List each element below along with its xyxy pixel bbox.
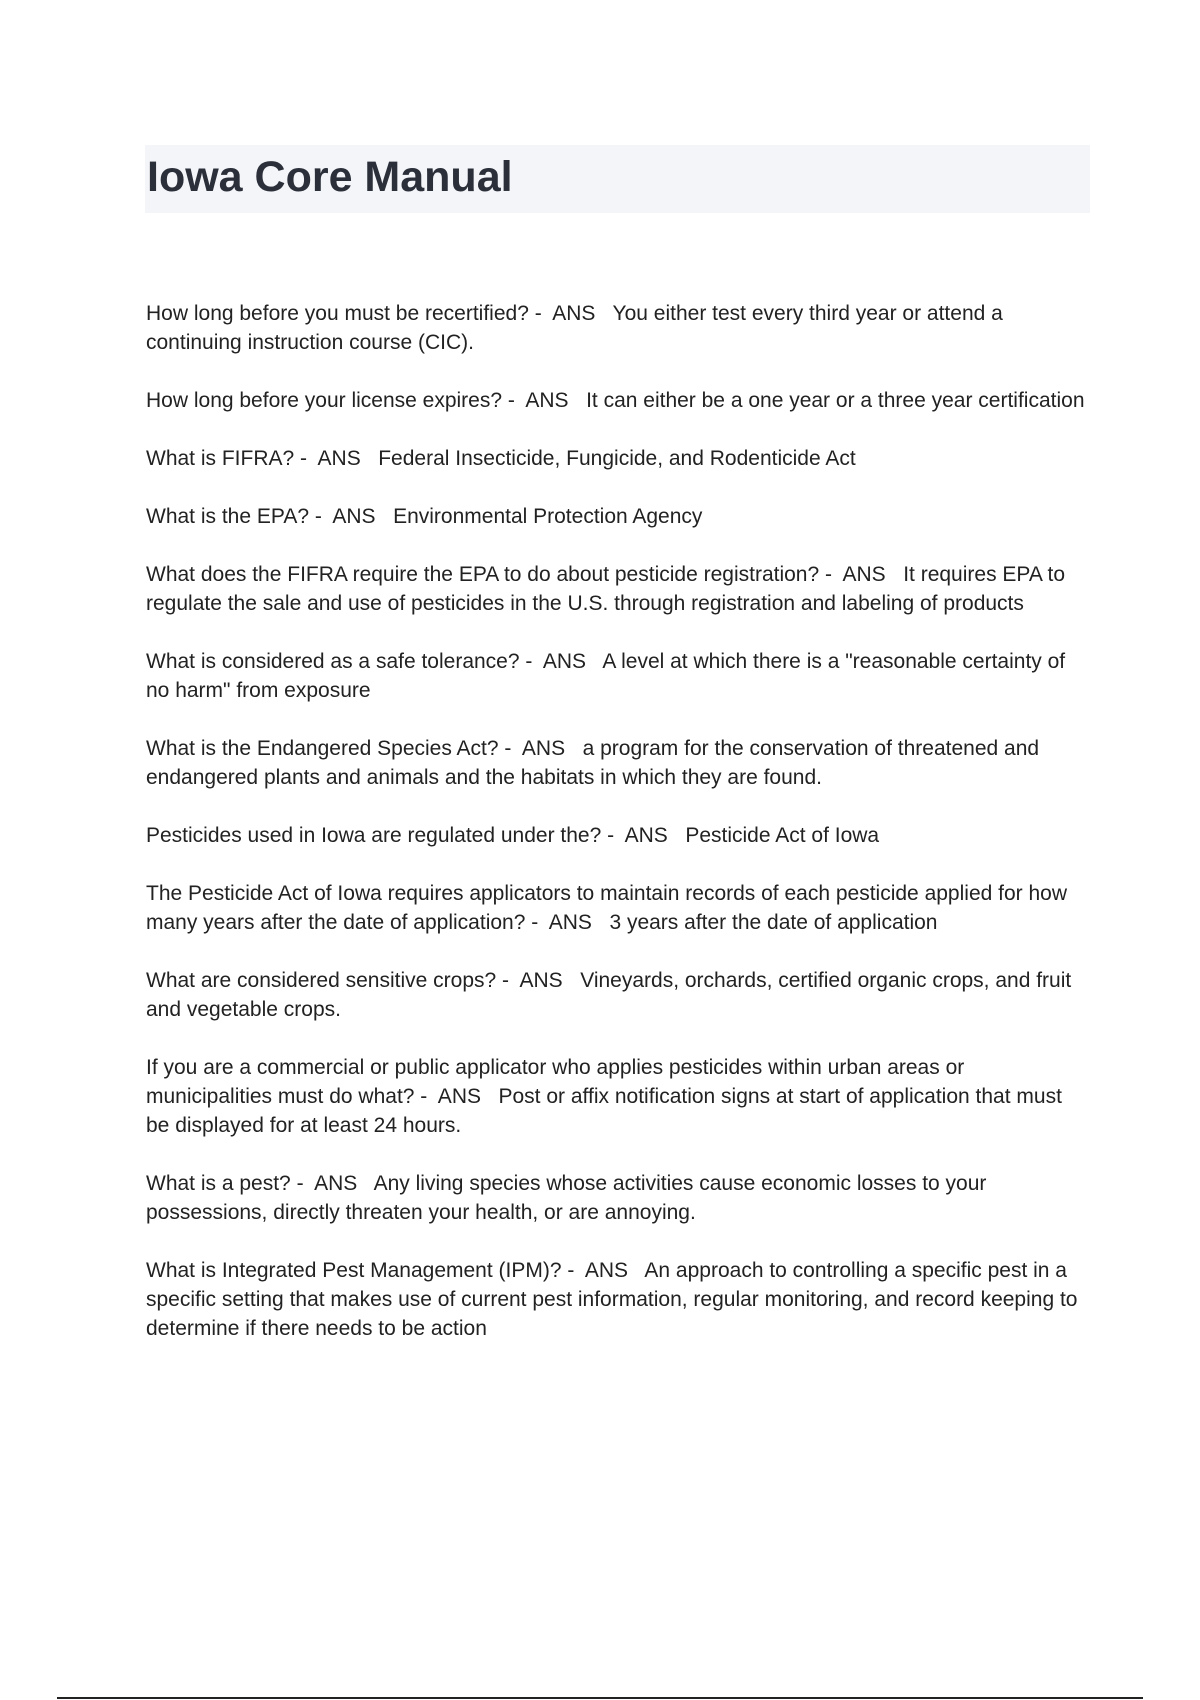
answer-text: You either test every third year or attend a continuing instruction course (CIC). [146, 302, 1003, 354]
qa-item [146, 1256, 1086, 1343]
answer-text: Pesticide Act of Iowa [685, 824, 880, 847]
qa-item [146, 734, 1086, 792]
answer-separator: - ANS [290, 1172, 374, 1195]
answer-separator: - ANS [498, 737, 583, 760]
page-title: Iowa Core Manual [147, 153, 513, 201]
answer-separator: - ANS [414, 1085, 499, 1108]
qa-item [146, 1169, 1086, 1227]
qa-item [146, 647, 1086, 705]
question-text: What is FIFRA? [146, 447, 295, 470]
answer-text: It requires EPA to regulate the sale and use of pesticides in the U.S. through registration and labeling of products [146, 563, 1066, 615]
qa-item [146, 879, 1086, 937]
answer-text: Environmental Protection Agency [393, 505, 703, 528]
qa-item [146, 299, 1086, 357]
qa-item [146, 966, 1086, 1024]
question-text: The Pesticide Act of Iowa requires applicators to maintain records of each pesticide applied for how many years after the date of application? [146, 882, 1067, 934]
answer-separator: - ANS [309, 505, 394, 528]
qa-item [146, 444, 1086, 473]
answer-text: It can either be a one year or a three year certification [586, 389, 1085, 412]
answer-separator: - ANS [561, 1259, 645, 1282]
qa-item [146, 386, 1086, 415]
qa-item [146, 560, 1086, 618]
question-text: How long before you must be recertified? [146, 302, 529, 325]
answer-separator: - ANS [819, 563, 904, 586]
answer-text: Any living species whose activities cause economic losses to your possessions, directly threaten your health, or are annoying. [146, 1172, 987, 1224]
qa-item [146, 502, 1086, 531]
answer-text: A level at which there is a "reasonable certainty of no harm" from exposure [146, 650, 1066, 702]
question-text: What is the EPA? [146, 505, 310, 528]
question-text: What is a pest? [146, 1172, 291, 1195]
answer-separator: - ANS [528, 302, 613, 325]
qa-list [146, 299, 1086, 1372]
question-text: What are considered sensitive crops? [146, 969, 497, 992]
question-text: If you are a commercial or public applicator who applies pesticides within urban areas or municipalities must do what? [146, 1056, 965, 1108]
answer-text: Post or affix notification signs at start of application that must be displayed for at least 24 hours. [146, 1085, 1062, 1137]
answer-separator: - ANS [525, 911, 610, 934]
answer-text: a program for the conservation of threatened and endangered plants and animals and the habitats in which they are found. [146, 737, 1040, 789]
question-text: How long before your license expires? [146, 389, 503, 412]
question-text: What is Integrated Pest Management (IPM)? [146, 1259, 562, 1282]
qa-item [146, 821, 1086, 850]
answer-separator: - ANS [601, 824, 686, 847]
question-text: What is the Endangered Species Act? [146, 737, 499, 760]
answer-text: 3 years after the date of application [609, 911, 938, 934]
qa-item [146, 1053, 1086, 1140]
title-banner [145, 145, 1090, 213]
answer-separator: - ANS [502, 389, 587, 412]
question-text: What is considered as a safe tolerance? [146, 650, 520, 673]
answer-separator: - ANS [496, 969, 581, 992]
answer-text: Vineyards, orchards, certified organic crops, and fruit and vegetable crops. [146, 969, 1072, 1021]
answer-separator: - ANS [519, 650, 603, 673]
footer-divider [57, 1697, 1143, 1699]
answer-separator: - ANS [294, 447, 379, 470]
question-text: What does the FIFRA require the EPA to do about pesticide registration? [146, 563, 820, 586]
question-text: Pesticides used in Iowa are regulated under the? [146, 824, 602, 847]
answer-text: An approach to controlling a specific pest in a specific setting that makes use of current pest information, regular monitoring, and record keeping to determine if there needs to be action [146, 1259, 1078, 1340]
answer-text: Federal Insecticide, Fungicide, and Rodenticide Act [378, 447, 856, 470]
